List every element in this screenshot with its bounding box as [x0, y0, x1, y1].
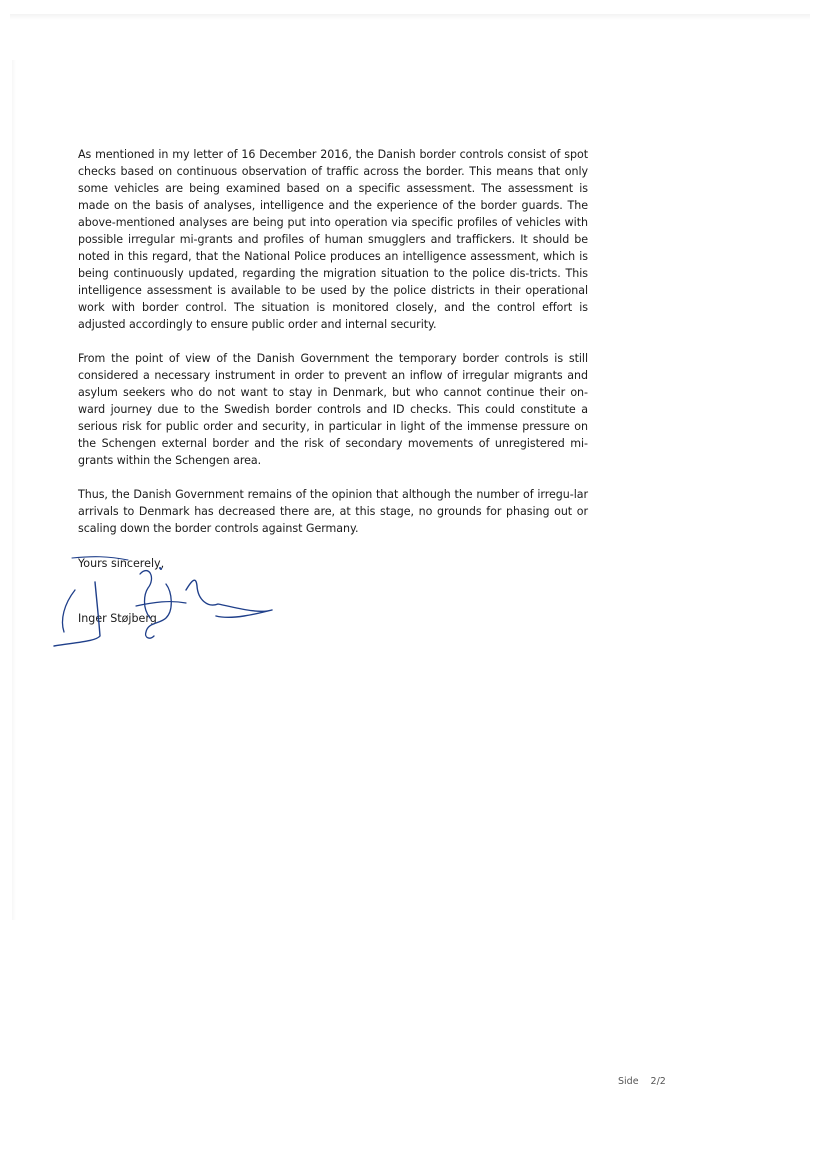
scan-edge-top	[10, 14, 810, 20]
closing-salutation: Yours sincerely,	[78, 557, 165, 570]
signature-stroke-dot	[160, 568, 161, 569]
handwritten-signature	[50, 548, 290, 648]
body-paragraph-1: As mentioned in my letter of 16 December 2016, the Danish border controls consist of spot checks based on continuous observation of traffic across the border. This means that only some vehicles are being examined based on a specific assessment. The assessment is made on the basis of analyses, intelligence and the experience of the border guards. The above-mentioned analyses are being put into operation via specific profiles of vehicles with possible irregular mi-grants and profiles of human smugglers and traffickers. It should be noted in this regard, that the National Police produces an intelligence assessment, which is being continuously updated, regarding the migration situation to the police dis-tricts. This intelligence assessment is available to be used by the police districts in their operational work with border control. The situation is monitored closely, and the control effort is adjusted accordingly to ensure public order and internal security.	[78, 148, 588, 331]
letter-body	[78, 146, 588, 554]
signature-stroke-long-stem	[54, 582, 100, 646]
scan-edge-left	[12, 60, 16, 920]
footer-label: Side	[618, 1076, 639, 1087]
signature-stroke-strike	[72, 557, 128, 560]
body-paragraph-3: Thus, the Danish Government remains of the opinion that although the number of irregu-lar arrivals to Denmark has decreased there are, at this stage, no grounds for phasing out or scaling down the border controls against Germany.	[78, 488, 588, 535]
signature-stroke-flourish	[62, 590, 75, 632]
signature-stroke-tail	[186, 580, 272, 617]
signature-stroke-hook	[146, 584, 172, 638]
signer-name: Inger Støjberg	[78, 612, 157, 625]
page-footer	[618, 1076, 666, 1087]
signature-stroke-cross	[136, 602, 186, 606]
signature-stroke-loop	[140, 571, 152, 618]
body-paragraph-2: From the point of view of the Danish Government the temporary border controls is still considered a necessary instrument in order to prevent an inflow of irregular migrants and asylum seekers who do not want to stay in Denmark, but who cannot continue their on-ward journey due to the Swedish border controls and ID checks. This could constitute a serious risk for public order and security, in particular in light of the immense pressure on the Schengen external border and the risk of secondary movements of unregistered mi-grants within the Schengen area.	[78, 352, 588, 467]
footer-page-number: 2/2	[650, 1076, 666, 1087]
